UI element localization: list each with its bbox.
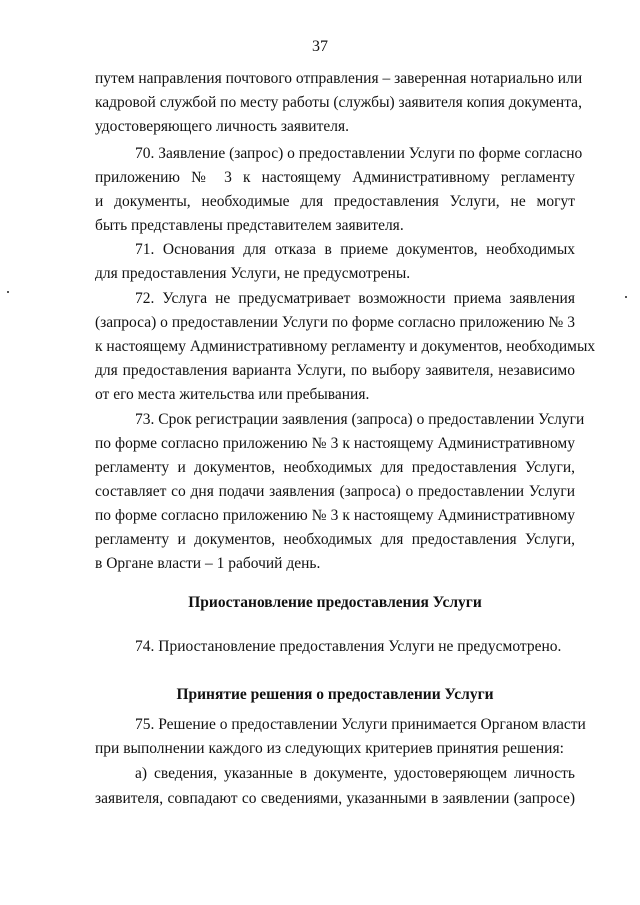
text-line: по форме согласно приложению № 3 к настоящему Административному bbox=[95, 435, 575, 452]
text-line: составляет со дня подачи заявления (запроса) о предоставлении Услуги bbox=[95, 483, 575, 500]
text-line: от его места жительства или пребывания. bbox=[95, 386, 370, 403]
text-line: 74. Приостановление предоставления Услуги не предусмотрено. bbox=[135, 638, 562, 655]
text-line: приложению № 3 к настоящему Административному регламенту bbox=[95, 169, 575, 186]
text-line: кадровой службой по месту работы (службы) заявителя копия документа, bbox=[95, 94, 582, 111]
text-line: при выполнении каждого из следующих критериев принятия решения: bbox=[95, 740, 564, 757]
text-line: 73. Срок регистрации заявления (запроса) о предоставлении Услуги bbox=[135, 411, 585, 428]
text-line: регламенту и документов, необходимых для предоставления Услуги, bbox=[95, 531, 575, 548]
text-line: путем направления почтового отправления – заверенная нотариально или bbox=[95, 70, 583, 87]
text-line: 72. Услуга не предусматривает возможности приема заявления bbox=[135, 290, 575, 307]
scan-speck bbox=[625, 296, 627, 298]
text-line: 75. Решение о предоставлении Услуги принимается Органом власти bbox=[135, 716, 586, 733]
text-line: 70. Заявление (запрос) о предоставлении Услуги по форме согласно bbox=[135, 145, 583, 162]
text-line: для предоставления варианта Услуги, по выбору заявителя, независимо bbox=[95, 362, 575, 379]
page-number: 37 bbox=[312, 38, 328, 55]
section-heading: Принятие решения о предоставлении Услуги bbox=[176, 686, 494, 703]
text-line: (запроса) о предоставлении Услуги по форме согласно приложению № 3 bbox=[95, 314, 575, 331]
text-line: заявителя, совпадают со сведениями, указанными в заявлении (запросе) bbox=[95, 790, 575, 807]
text-line: для предоставления Услуги, не предусмотрены. bbox=[95, 265, 411, 282]
text-line: в Органе власти – 1 рабочий день. bbox=[95, 555, 321, 572]
scan-speck bbox=[7, 291, 9, 293]
text-line: быть представлены представителем заявителя. bbox=[95, 217, 404, 234]
text-line: а) сведения, указанные в документе, удостоверяющем личность bbox=[135, 765, 575, 782]
text-line: удостоверяющего личность заявителя. bbox=[95, 118, 349, 135]
text-line: 71. Основания для отказа в приеме документов, необходимых bbox=[135, 241, 575, 258]
section-heading: Приостановление предоставления Услуги bbox=[188, 594, 482, 611]
text-line: к настоящему Административному регламенту и документов, необходимых bbox=[95, 338, 596, 355]
text-line: регламенту и документов, необходимых для предоставления Услуги, bbox=[95, 459, 575, 476]
text-line: и документы, необходимые для предоставления Услуги, не могут bbox=[95, 193, 575, 210]
text-line: по форме согласно приложению № 3 к настоящему Административному bbox=[95, 507, 575, 524]
